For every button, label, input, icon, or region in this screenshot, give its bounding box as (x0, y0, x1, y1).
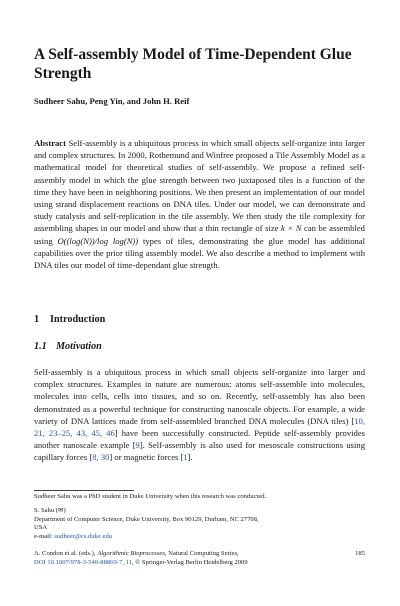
section-title: Introduction (50, 314, 106, 325)
email-label: e-mail: (34, 532, 55, 540)
page-number: 185 (355, 550, 365, 557)
footer-doi-line (34, 558, 365, 567)
footer-citation-line (34, 549, 365, 558)
subsection-number: 1.1 (34, 341, 47, 352)
body-text-4: ] or magnetic forces [ (109, 452, 184, 463)
citation-link[interactable]: 8, 30 (92, 452, 110, 463)
affiliation-email-line (34, 533, 365, 542)
affiliation-country: USA (34, 524, 48, 532)
abstract-text-3: types of tiles, demonstrating the glue model has additional capabilities over the prior tiling assembly model. We also describe a method to implement with DNA tiles our model of time-dependant glue strength. (34, 235, 365, 271)
section-number: 1 (34, 314, 40, 325)
author-list: Sudheer Sahu, Peng Yin, and John H. Reif (34, 96, 190, 106)
abstract-text-1: Self-assembly is a ubiquitous process in which small objects self-organize into larger and complex structures. In 2000, Rothemund and Winfree proposed a Tile Assembly Model as a mathematical model for theoretical studies of self-assembly. We propose a refined self-assembly model in which the glue strength between two juxtaposed tiles is a function of the time they have been in neighboring positions. We then present an implementation of our model using strand displacement reactions on DNA tiles. Under our model, we can demonstrate and study catalysis and self-replication in the tile assembly. We then study the tile complexity for assembling shapes in our model and show that a thin rectangle of size (34, 138, 365, 234)
body-text-3: ]. Self-assembly is also used for mesoscale constructions using capillary forces [ (34, 440, 365, 463)
citation-link[interactable]: 9 (135, 440, 140, 451)
footer-editors: A. Condon et al. (eds.), (34, 550, 98, 557)
affiliation-author: S. Sahu (✉) (34, 507, 66, 514)
citation-link[interactable]: 10, 21, 23–25, 43, 45, 46 (34, 415, 365, 439)
abstract-paragraph (34, 137, 365, 271)
footnote-text: Sudheer Sahu was a PhD student in Duke University when this research was conducted. (34, 493, 267, 500)
abstract-math-complexity: O((log(N))/log log(N)) (57, 235, 139, 246)
affiliation-block (34, 507, 365, 541)
body-text-2: ] have been successfully constructed. Peptide self-assembly provides another nanoscale example [ (34, 428, 365, 451)
footer-series: , Natural Computing Series, (164, 550, 239, 557)
abstract-math-size: k × N (281, 223, 302, 234)
footnote-divider (34, 490, 134, 491)
footer-copyright: , © Springer-Verlag Berlin Heidelberg 2009 (131, 559, 248, 566)
email-link[interactable]: sudheer@cs.duke.edu (54, 532, 113, 540)
subsection-title: Motivation (56, 341, 102, 352)
body-text-1: Self-assembly is a ubiquitous process in which small objects self-organize into larger and complex structures. Examples in nature are numerous: atoms self-assemble into molecules, molecules into cells, cells into tissues, and so on. Recently, self-assembly has also been demonstrated as a powerful technique for constructing nanoscale objects. For example, a wide variety of DNA lattices made from self-assembled branched DNA molecules (DNA tiles) [ (34, 367, 365, 426)
doi-link[interactable]: DOI 10.1007/978-3-540-88869-7_11 (34, 559, 132, 566)
paper-title: A Self-assembly Model of Time-Dependent Glue Strength (34, 46, 352, 82)
affiliation-department: Department of Computer Science, Duke University, Box 90129, Durham, NC 27708, (34, 515, 259, 523)
page-footer (34, 549, 365, 567)
section-heading-introduction (34, 314, 105, 325)
body-paragraph (34, 366, 365, 464)
footer-book-title: Algorithmic Bioprocesses (97, 550, 165, 557)
abstract-label: Abstract (34, 138, 66, 148)
subsection-heading-motivation (34, 341, 102, 352)
body-text-5: ]. (187, 452, 193, 463)
abstract-text-2: can be assembled using (34, 223, 365, 246)
citation-link[interactable]: 1 (183, 452, 188, 463)
